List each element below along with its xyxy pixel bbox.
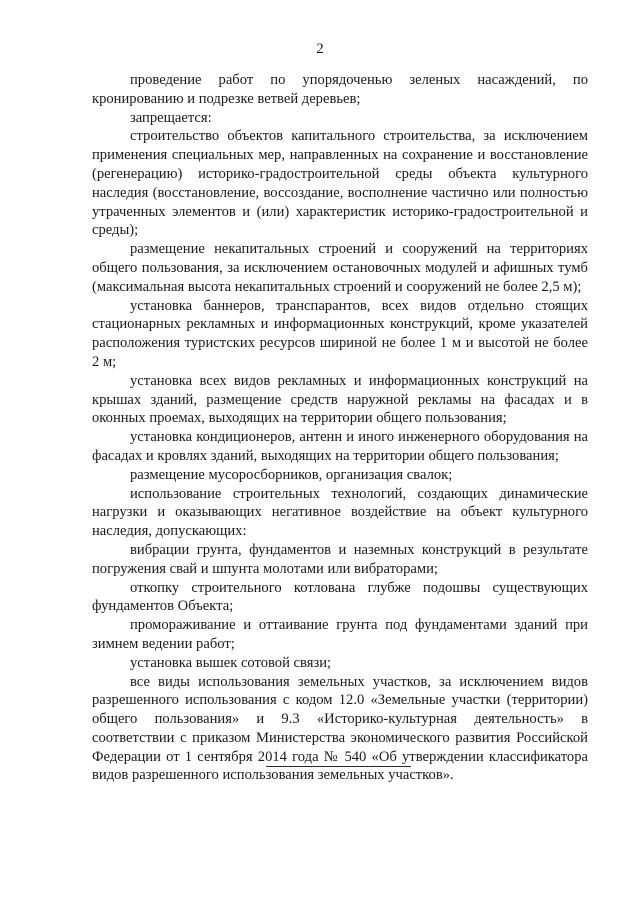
paragraph-green-plantings: проведение работ по упорядоченью зеленых насаждений, по кронированию и подрезке ветвей деревьев; xyxy=(92,72,588,107)
paragraph-banners: установка баннеров, транспарантов, всех видов отдельно стоящих стационарных рекламных и информационных конструкций, кроме указателей расположения туристских ресурсов шириной не более 1 м и высотой не более 2 м; xyxy=(92,297,588,370)
paragraph-non-capital-structures: размещение некапитальных строений и сооружений на территориях общего пользования, за исключением остановочных модулей и афишных тумб (максимальная высота некапитальных строений и сооружений не более 2,5 м); xyxy=(92,241,588,295)
paragraph-cell-towers: установка вышек сотовой связи; xyxy=(130,654,332,671)
paragraph-rooftop-advertising: установка всех видов рекламных и информационных конструкций на крышах зданий, размещение средств наружной рекламы на фасадах и в оконных проемах, выходящих на территории общего пользования; xyxy=(92,372,588,427)
page-number: 2 xyxy=(316,41,324,57)
paragraph-construction-technologies: использование строительных технологий, создающих динамические нагрузки и оказывающих негативное воздействие на объект культурного наследия, допускающих: xyxy=(92,485,588,540)
end-of-text-divider xyxy=(266,766,411,767)
paragraph-ground-vibration: вибрации грунта, фундаментов и наземных конструкций в результате погружения свай и шпунта молотами или вибраторами; xyxy=(92,541,588,577)
paragraph-land-use: все виды использования земельных участков, за исключением видов разрешенного использования с кодом 12.0 «Земельные участки (территории) общего пользования» и 9.3 «Историко-культурная деятельность» в соответствии с приказом Министерства экономического развития Российской Федерации от 1 сентября 2014 года № 540 «Об утверждении классификатора видов разрешенного использования земельных участков». xyxy=(92,673,588,784)
paragraph-excavation: откопку строительного котлована глубже подошвы существующих фундаментов Объекта; xyxy=(92,579,588,615)
paragraph-air-conditioners: установка кондиционеров, антенн и иного инженерного оборудования на фасадах и кровлях зданий, выходящих на территории общего пользования; xyxy=(92,429,588,464)
paragraph-ground-freezing: промораживание и оттаивание грунта под фундаментами зданий при зимнем ведении работ; xyxy=(92,617,588,652)
document-body xyxy=(92,71,588,785)
paragraph-waste-bins: размещение мусоросборников, организация свалок; xyxy=(130,466,453,483)
paragraph-capital-construction: строительство объектов капитального строительства, за исключением применения специальных мер, направленных на сохранение и восстановление (регенерацию) историко-градостроительной среды объекта культурного наследия (восстановление, воссоздание, восполнение частично или полностью утраченных элементов и (или) характеристик историко-градостроительной и среды); xyxy=(92,128,588,239)
paragraph-prohibited-heading: запрещается: xyxy=(130,109,212,126)
